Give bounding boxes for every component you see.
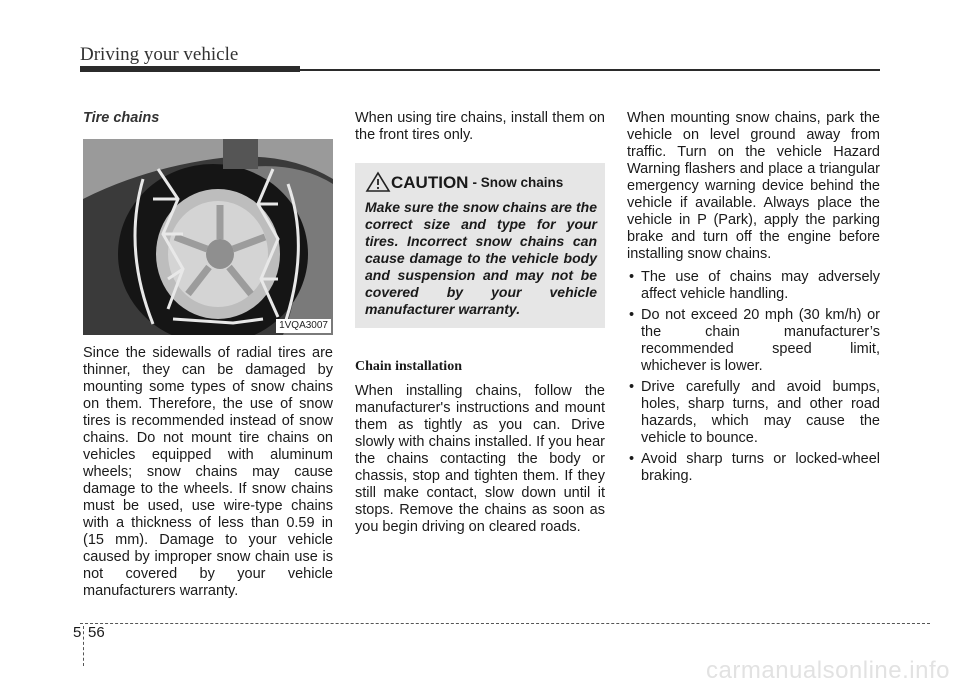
list-item-text: Avoid sharp turns or locked-wheel braking. <box>641 451 880 484</box>
warning-triangle-icon <box>365 171 391 193</box>
caution-header <box>365 171 597 193</box>
header-rule-thick <box>80 66 300 72</box>
caution-body: Make sure the snow chains are the correct size and type for your tires. Incorrect snow chains can cause damage to the vehicle body and suspension and may not be covered by your vehicle manufacturer warranty. <box>365 199 597 317</box>
chain-installation-body: When installing chains, follow the manufacturer's instructions and mount them as tightly as you can. Drive slowly with chains installed. If you hear the chains contacting the body or chassis, stop and tighten them. If they still make contact, slow down until it stops. Remove the chains as soon as you begin driving on cleared roads. <box>355 383 605 535</box>
left-column <box>83 110 333 600</box>
list-item <box>627 269 880 303</box>
precaution-list <box>627 269 880 485</box>
list-item <box>627 307 880 375</box>
watermark: carmanualsonline.info <box>706 657 950 684</box>
footer-rule <box>80 623 930 624</box>
list-item-text: Do not exceed 20 mph (30 km/h) or the chain manufacturer’s recommended speed limit, whichever is lower. <box>641 307 880 374</box>
bullet-icon: • <box>629 451 635 467</box>
header-rule-thin <box>300 69 880 71</box>
middle-column <box>355 110 605 536</box>
list-item-text: The use of chains may adversely affect vehicle handling. <box>641 269 880 302</box>
caution-box <box>355 163 605 328</box>
tire-chain-illustration <box>83 139 333 335</box>
tire-chains-body: Since the sidewalls of radial tires are thinner, they can be damaged by mounting some types of snow chains on them. Therefore, the use of snow tires is recommended instead of snow chains. Do not mount tire chains on vehicles equipped with aluminum wheels; snow chains may cause damage to the wheels. If snow chains must be used, use wire-type chains with a thickness of less than 0.59 in (15 mm). Damage to your vehicle caused by improper snow chain use is not covered by your vehicle manufacturers warranty. <box>83 345 333 599</box>
list-item <box>627 451 880 485</box>
tire-chain-image <box>83 139 333 335</box>
footer-divider <box>83 626 84 666</box>
bullet-icon: • <box>629 379 635 395</box>
caution-title: CAUTION <box>391 172 469 192</box>
section-heading-tire-chains: Tire chains <box>83 110 160 126</box>
list-item-text: Drive carefully and avoid bumps, holes, sharp turns, and other road hazards, which may cause the vehicle to bounce. <box>641 379 880 446</box>
chain-installation-heading: Chain installation <box>355 359 462 374</box>
list-item <box>627 379 880 447</box>
page-number: 56 <box>88 624 105 641</box>
figure-label: 1VQA3007 <box>276 319 331 333</box>
bullet-icon: • <box>629 307 635 323</box>
mounting-intro: When mounting snow chains, park the vehicle on level ground away from traffic. Turn on the vehicle Hazard Warning flashers and place a triangular emergency warning device behind the vehicle if available. Always place the vehicle in P (Park), apply the parking brake and turn off the engine before installing snow chains. <box>627 110 880 262</box>
page-header-title: Driving your vehicle <box>80 44 239 65</box>
chapter-number: 5 <box>73 624 82 641</box>
front-tires-intro: When using tire chains, install them on the front tires only. <box>355 110 605 143</box>
caution-subtitle: - Snow chains <box>472 174 564 190</box>
bullet-icon: • <box>629 269 635 285</box>
right-column <box>627 110 880 489</box>
